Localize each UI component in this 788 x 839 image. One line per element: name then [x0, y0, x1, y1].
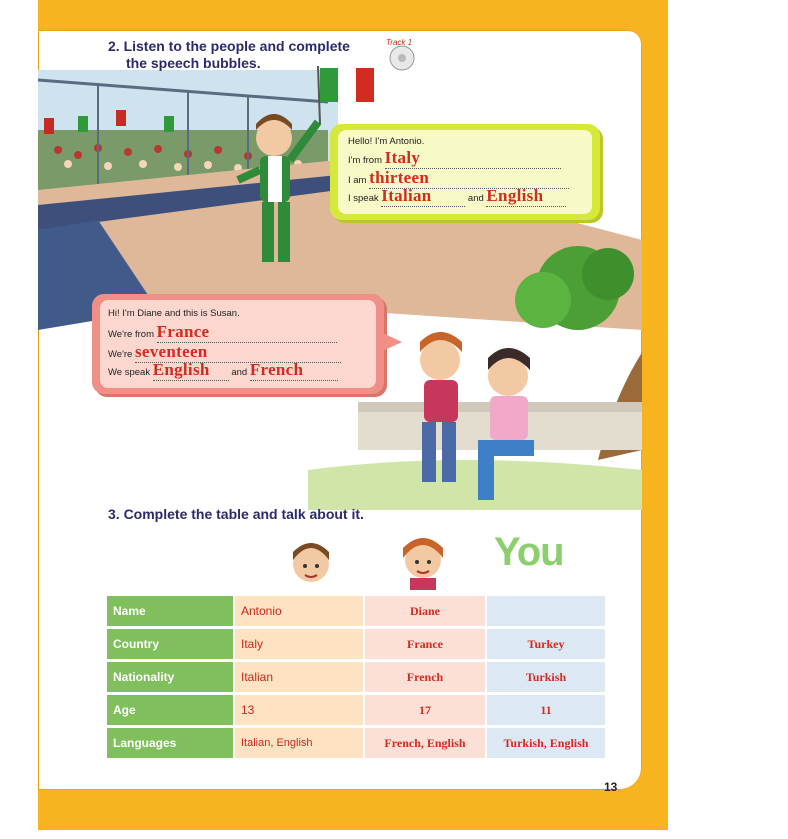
antonio-from-prefix: I'm from — [348, 155, 383, 166]
diane-speak-and: and — [231, 367, 248, 378]
antonio-cell: 13 — [235, 695, 363, 725]
diane-greeting: Hi! I'm Diane and this is Susan. — [108, 308, 240, 319]
table-row-nationality — [107, 662, 605, 692]
antonio-portrait-icon — [286, 534, 336, 590]
antonio-age-answer[interactable]: thirteen — [369, 168, 430, 187]
you-cell[interactable]: 11 — [487, 695, 605, 725]
table-row-languages — [107, 728, 605, 758]
diane-from-answer[interactable]: France — [156, 322, 210, 341]
antonio-speak-answer-2[interactable]: English — [486, 186, 544, 205]
diane-from-prefix: We're from — [108, 329, 154, 340]
page-bottom-band — [38, 790, 668, 830]
antonio-cell: Antonio — [235, 596, 363, 626]
exercise-2-line-1: 2. Listen to the people and complete — [108, 38, 350, 54]
track-label: Track 1 — [386, 38, 413, 47]
exercise-2-line-2: the speech bubbles. — [126, 55, 261, 71]
table-row-country — [107, 629, 605, 659]
antonio-cell: Italy — [235, 629, 363, 659]
antonio-from-answer[interactable]: Italy — [384, 148, 421, 167]
you-cell[interactable] — [487, 596, 605, 626]
diane-speak-prefix: We speak — [108, 367, 151, 378]
you-cell[interactable]: Turkey — [487, 629, 605, 659]
info-table — [105, 593, 607, 761]
diane-bubble-tail — [376, 330, 402, 354]
table-row-age — [107, 695, 605, 725]
diane-cell[interactable]: Diane — [365, 596, 485, 626]
diane-cell[interactable]: French, English — [365, 728, 485, 758]
antonio-speech-bubble — [330, 124, 600, 220]
antonio-speak-line — [348, 186, 566, 207]
row-label: Age — [107, 695, 233, 725]
antonio-speak-and: and — [467, 193, 484, 204]
exercise-3-title: 3. Complete the table and talk about it. — [108, 506, 364, 522]
antonio-speak-prefix: I speak — [348, 193, 379, 204]
antonio-cell: Italian — [235, 662, 363, 692]
antonio-cell: Italian, English — [235, 728, 363, 758]
row-label: Nationality — [107, 662, 233, 692]
diane-age-prefix: We're — [108, 349, 133, 360]
row-label: Languages — [107, 728, 233, 758]
diane-portrait-icon — [396, 528, 450, 590]
you-heading: You — [494, 530, 564, 574]
diane-from-line — [108, 322, 337, 343]
row-label: Country — [107, 629, 233, 659]
diane-speak-line — [108, 360, 338, 381]
diane-speech-bubble — [92, 294, 384, 394]
stadium-scene-illustration — [38, 30, 642, 510]
you-cell[interactable]: Turkish — [487, 662, 605, 692]
table-row-name — [107, 596, 605, 626]
exercise-2-title — [108, 38, 350, 72]
diane-cell[interactable]: French — [365, 662, 485, 692]
page-number: 13 — [604, 780, 618, 794]
diane-speak-answer-1[interactable]: English — [152, 360, 210, 379]
antonio-speak-answer-1[interactable]: Italian — [381, 186, 432, 205]
antonio-greeting: Hello! I'm Antonio. — [348, 136, 425, 147]
audio-track-icon — [382, 36, 422, 72]
antonio-from-line — [348, 148, 561, 169]
diane-age-answer[interactable]: seventeen — [134, 342, 208, 361]
you-cell[interactable]: Turkish, English — [487, 728, 605, 758]
diane-cell[interactable]: 17 — [365, 695, 485, 725]
row-label: Name — [107, 596, 233, 626]
diane-cell[interactable]: France — [365, 629, 485, 659]
diane-speak-answer-2[interactable]: French — [249, 360, 304, 379]
antonio-age-prefix: I am — [348, 175, 367, 186]
